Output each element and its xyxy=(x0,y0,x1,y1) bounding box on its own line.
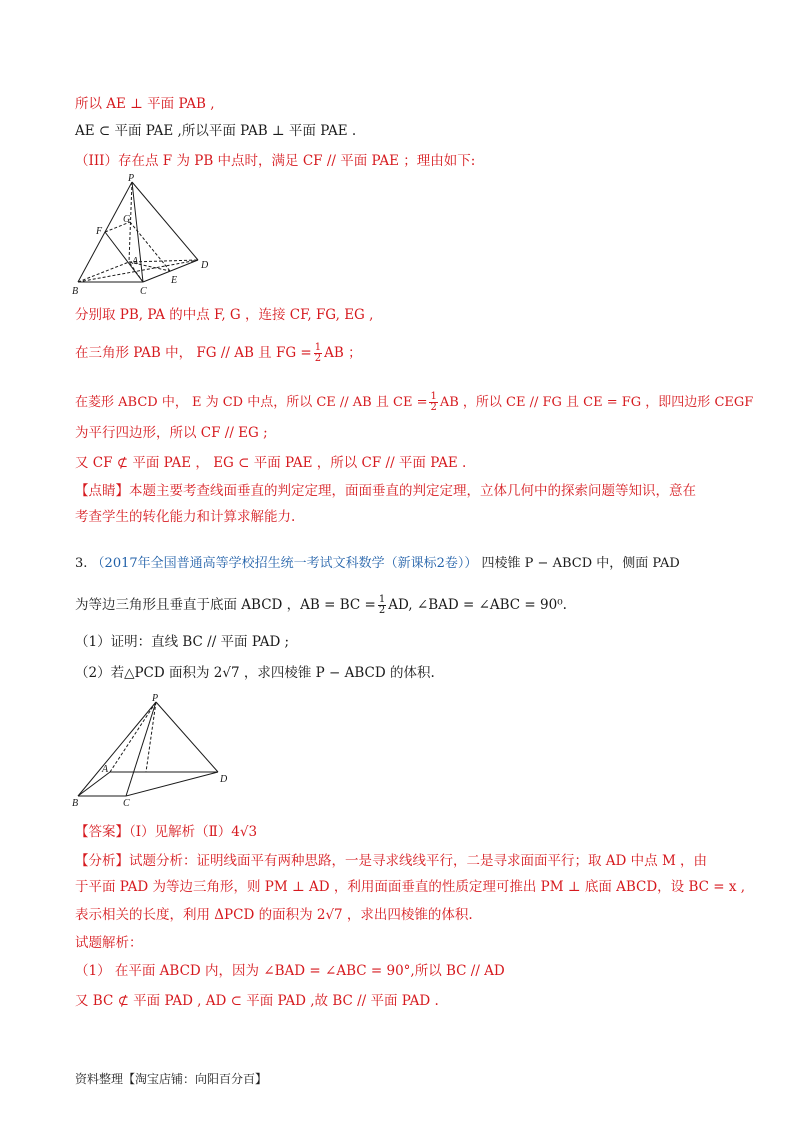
solution-line-2: 又 BC ⊄ 平面 PAD , AD ⊂ 平面 PAD ,故 BC // 平面 PAD . xyxy=(75,993,439,1009)
problem-3-stem xyxy=(75,555,680,573)
problem-number: 3. xyxy=(75,556,88,571)
fig1-label-G: G xyxy=(123,214,131,225)
footer-text: 资料整理【淘宝店铺：向阳百分百】 xyxy=(75,1072,268,1086)
pyramid-figure-1 xyxy=(70,172,230,302)
fig2-label-B: B xyxy=(72,798,79,809)
text-line-6a: 在菱形 ABCD 中， E 为 CD 中点，所以 CE // AB 且 CE = xyxy=(75,395,428,410)
fig1-label-F: F xyxy=(96,226,103,237)
dianjing-line-2: 考查学生的转化能力和计算求解能力. xyxy=(75,509,296,525)
fig2-label-P: P xyxy=(152,693,159,704)
problem-stem: 四棱锥 P − ABCD 中，侧面 PAD xyxy=(481,556,680,571)
text-line-2: AE ⊂ 平面 PAE ,所以平面 PAB ⊥ 平面 PAE . xyxy=(75,123,357,139)
fig2-label-A: A xyxy=(102,764,109,775)
solution-heading: 试题解析： xyxy=(75,935,143,951)
fraction-num-2: 1 xyxy=(430,391,437,402)
solution-line-1: （1） 在平面 ABCD 内，因为 ∠BAD = ∠ABC = 90°,所以 BC // AD xyxy=(75,963,505,979)
answer-line: 【答案】（Ⅰ）见解析（Ⅱ）4√3 xyxy=(75,824,258,840)
fraction-num-3: 1 xyxy=(378,594,386,605)
text-line-3: （III）存在点 F 为 PB 中点时，满足 CF // 平面 PAE ；理由如下: xyxy=(75,153,476,169)
fraction-half xyxy=(314,343,322,364)
analysis-line-3: 表示相关的长度，利用 ΔPCD 的面积为 2√7 ，求出四棱锥的体积. xyxy=(75,907,473,923)
text-line-4: 分别取 PB, PA 的中点 F, G ，连接 CF, FG, EG , xyxy=(75,307,374,323)
analysis-line-1: 【分析】试题分析：证明线面平有两种思路，一是寻求线线平行，二是寻求面面平行；取 AD 中点 M ，由 xyxy=(75,853,708,869)
fig1-label-D: D xyxy=(201,260,209,271)
fig1-label-C: C xyxy=(140,286,147,297)
fig2-label-C: C xyxy=(123,798,130,809)
problem-3-line-2b: AD, ∠BAD = ∠ABC = 90⁰. xyxy=(388,597,567,613)
text-line-8: 又 CF ⊄ 平面 PAE ， EG ⊂ 平面 PAE ，所以 CF // 平面 PAE . xyxy=(75,455,467,471)
fig1-label-B: B xyxy=(72,286,79,297)
pyramid-figure-2 xyxy=(70,692,240,810)
text-line-5b: AB ； xyxy=(324,345,362,361)
fraction-den: 2 xyxy=(314,353,322,364)
text-line-5a: 在三角形 PAB 中， FG // AB 且 FG = xyxy=(75,345,312,361)
analysis-line-2: 于平面 PAD 为等边三角形，则 PM ⊥ AD ，利用面面垂直的性质定理可推出 PM ⊥ 底面 ABCD，设 BC = x , xyxy=(75,879,746,895)
fraction-den-3: 2 xyxy=(378,605,386,616)
question-2: （2）若△PCD 面积为 2√7 ，求四棱锥 P − ABCD 的体积. xyxy=(75,665,435,681)
fraction-half-3 xyxy=(378,595,386,616)
fraction-half-2 xyxy=(429,392,437,413)
problem-3-line-2a: 为等边三角形且垂直于底面 ABCD ，AB = BC = xyxy=(75,597,376,613)
text-line-6 xyxy=(75,392,753,413)
fig2-label-D: D xyxy=(220,774,228,785)
problem-source: （2017年全国普通高等学校招生统一考试文科数学（新课标2卷）） xyxy=(91,556,478,571)
fraction-den-2: 2 xyxy=(430,402,437,413)
question-1: （1）证明：直线 BC // 平面 PAD ; xyxy=(75,634,290,650)
problem-3-line-2 xyxy=(75,595,567,616)
text-line-1: 所以 AE ⊥ 平面 PAB , xyxy=(75,96,215,112)
text-line-7: 为平行四边形，所以 CF // EG ; xyxy=(75,425,268,441)
fraction-num: 1 xyxy=(314,342,322,353)
dianjing-line-1: 【点睛】本题主要考查线面垂直的判定定理，面面垂直的判定定理，立体几何中的探索问题等知识，意在 xyxy=(75,483,696,499)
fig1-label-A: A xyxy=(132,256,139,267)
fig1-label-P: P xyxy=(128,173,135,184)
fig1-label-E: E xyxy=(171,275,178,286)
text-line-5 xyxy=(75,343,362,364)
text-line-6b: AB ，所以 CE // FG 且 CE = FG ，即四边形 CEGF xyxy=(439,395,754,410)
